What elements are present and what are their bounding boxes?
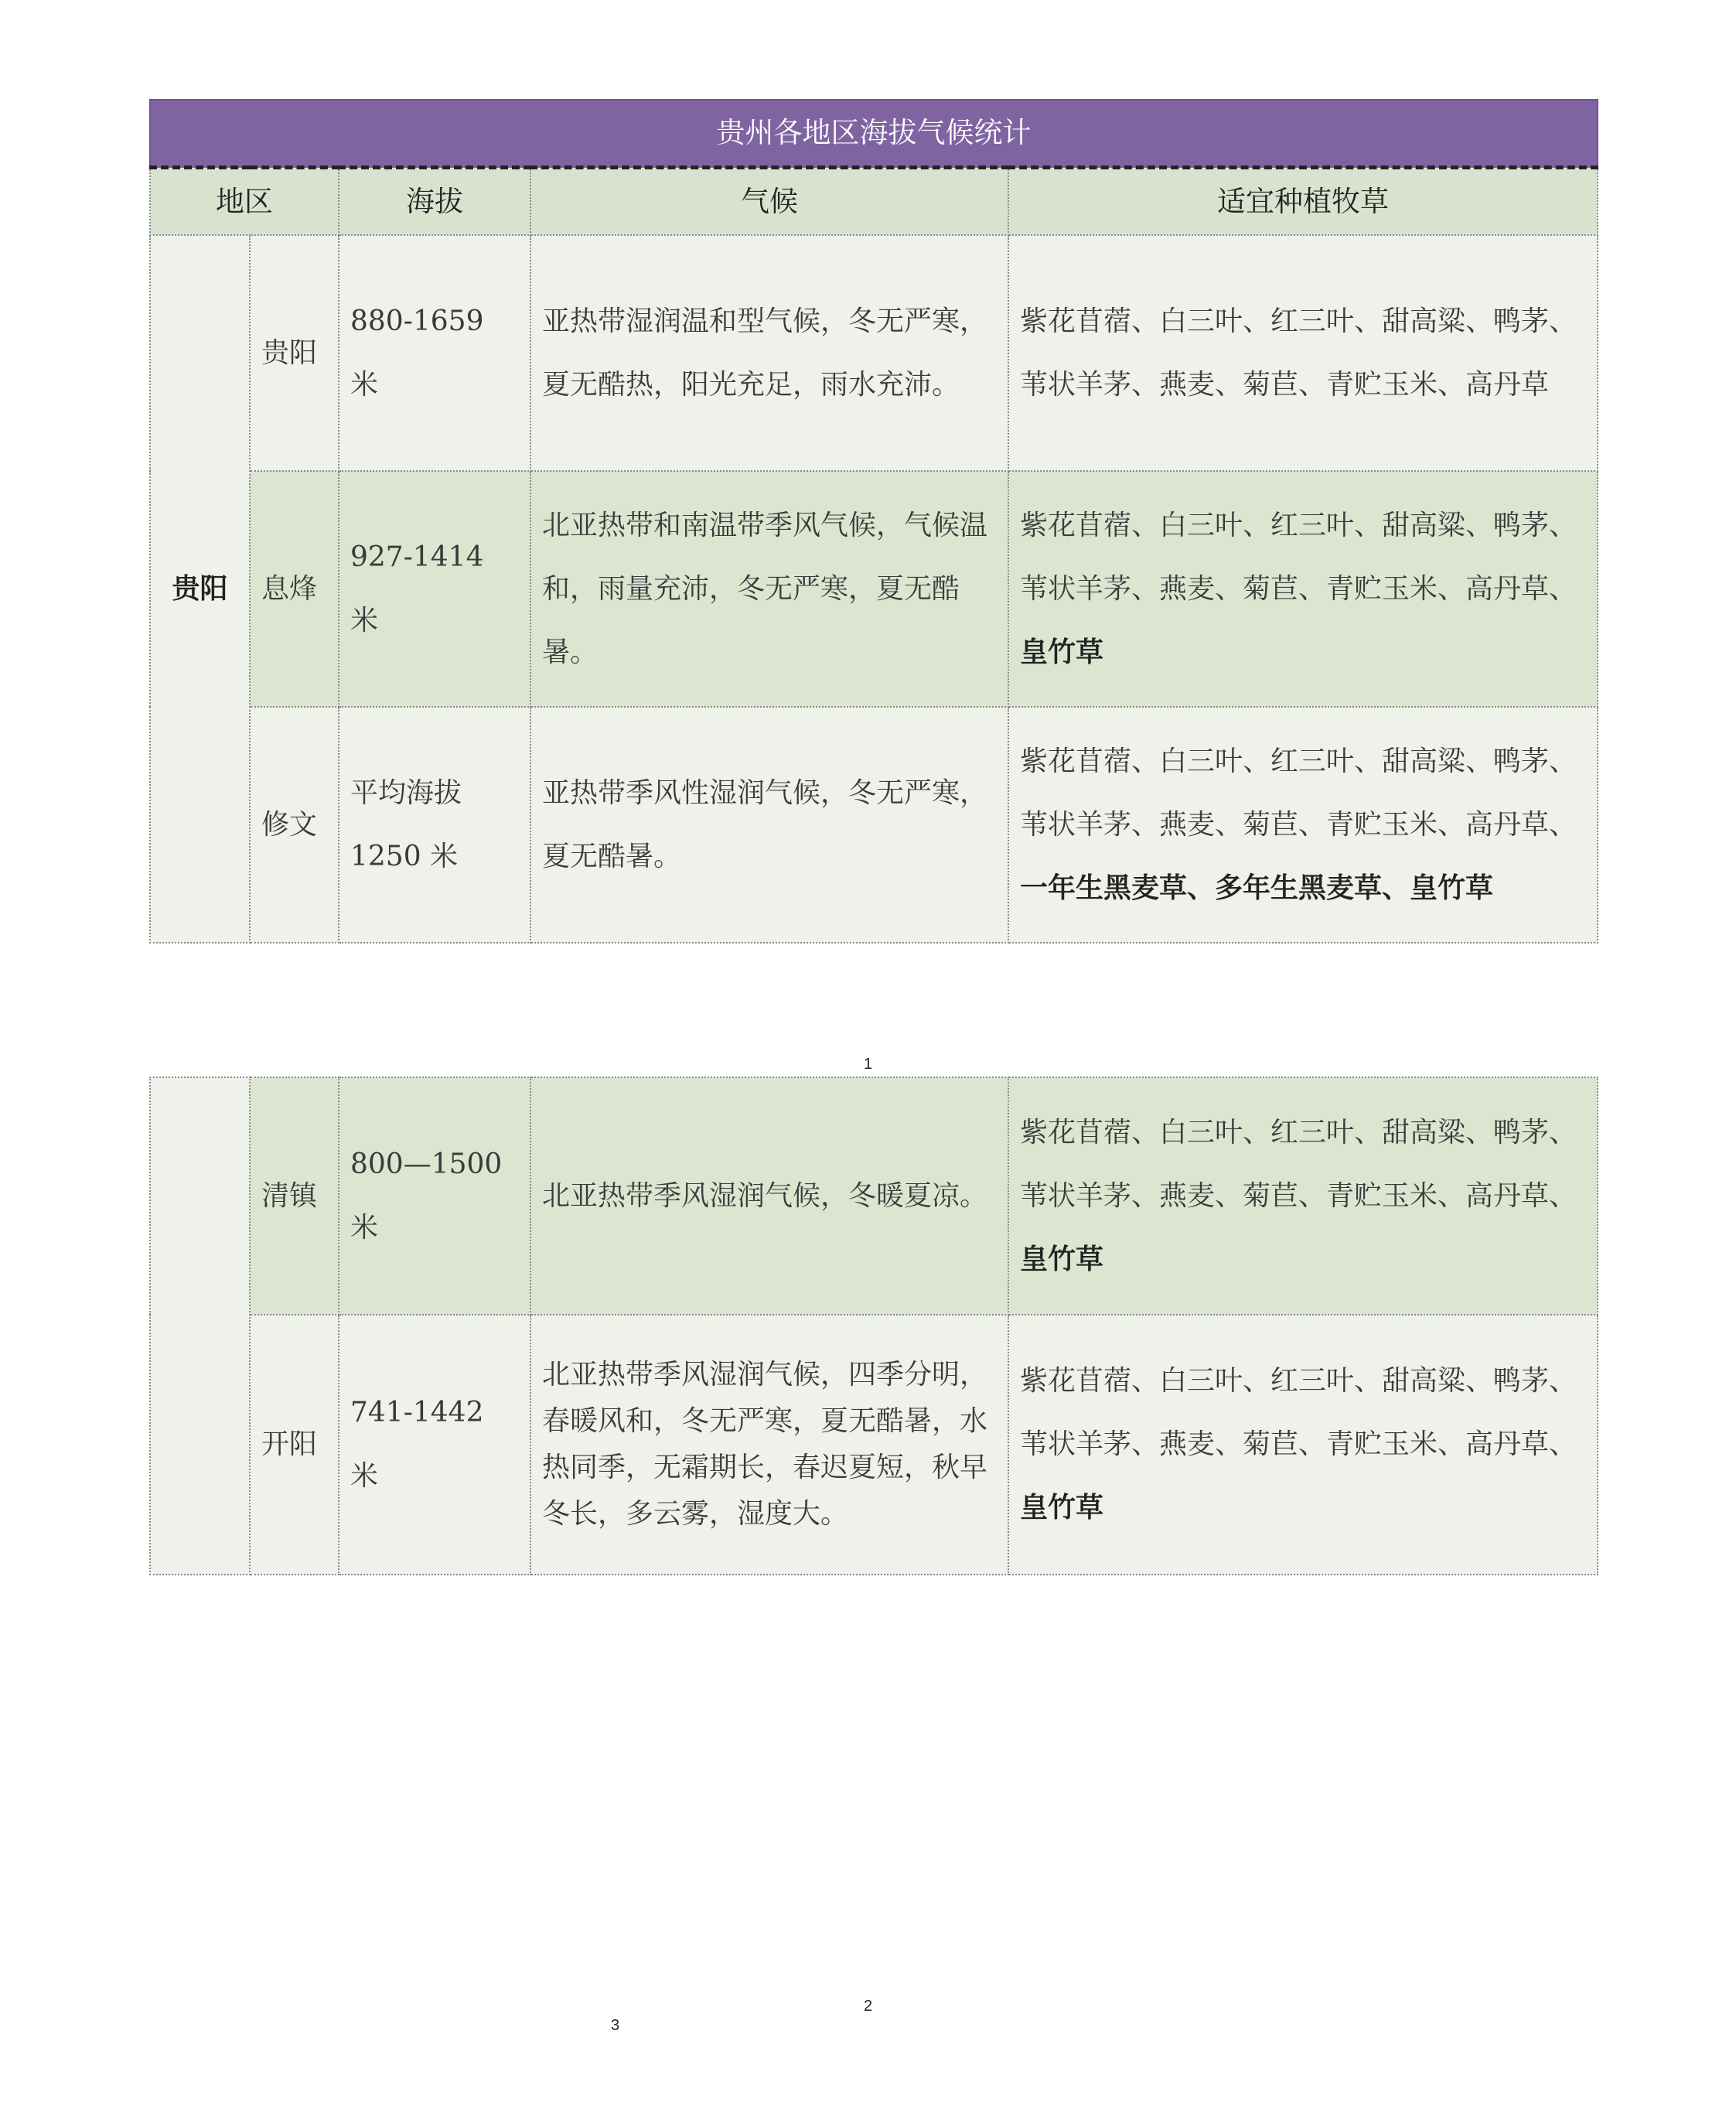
header-region: 地区	[150, 168, 339, 236]
grass-bold: 皇竹草	[1020, 1243, 1104, 1275]
grass-bold: 皇竹草	[1020, 1492, 1104, 1524]
table-row	[150, 235, 1598, 471]
area-cell: 清镇	[250, 1077, 339, 1315]
area-cell: 修文	[250, 707, 339, 943]
header-grass: 适宜种植牧草	[1008, 168, 1598, 236]
climate-table-page1	[149, 99, 1598, 944]
grass-cell	[1008, 1077, 1598, 1315]
altitude-cell: 741-1442 米	[339, 1315, 530, 1575]
altitude-line: 1250 米	[350, 840, 459, 872]
table-row	[150, 707, 1598, 943]
grass-cell	[1008, 471, 1598, 707]
climate-table-page2	[149, 1077, 1598, 1575]
area-cell: 息烽	[250, 471, 339, 707]
climate-cell: 亚热带湿润温和型气候，冬无严寒，夏无酷热，阳光充足，雨水充沛。	[530, 235, 1008, 471]
grass-normal: 紫花苜蓿、白三叶、红三叶、甜高粱、鸭茅、苇状羊茅、燕麦、菊苣、青贮玉米、高丹草	[1020, 305, 1577, 401]
grass-normal: 紫花苜蓿、白三叶、红三叶、甜高粱、鸭茅、苇状羊茅、燕麦、菊苣、青贮玉米、高丹草、	[1020, 1365, 1577, 1460]
table-row	[150, 1077, 1598, 1315]
table-title: 贵州各地区海拔气候统计	[150, 100, 1598, 168]
page-number: 1	[864, 1056, 873, 1073]
table-row	[150, 471, 1598, 707]
page-number: 3	[611, 2017, 620, 2034]
grass-cell	[1008, 707, 1598, 943]
grass-bold: 皇竹草	[1020, 636, 1104, 668]
altitude-line: 平均海拔	[350, 776, 462, 809]
grass-bold: 一年生黑麦草、多年生黑麦草、皇竹草	[1020, 872, 1494, 904]
climate-cell: 亚热带季风性湿润气候，冬无严寒，夏无酷暑。	[530, 707, 1008, 943]
climate-cell: 北亚热带季风湿润气候，四季分明，春暖风和，冬无严寒，夏无酷暑，水热同季，无霜期长，春迟夏短，秋早冬长，多云雾，湿度大。	[530, 1315, 1008, 1575]
altitude-cell: 800—1500 米	[339, 1077, 530, 1315]
grass-normal: 紫花苜蓿、白三叶、红三叶、甜高粱、鸭茅、苇状羊茅、燕麦、菊苣、青贮玉米、高丹草、	[1020, 1116, 1577, 1212]
header-altitude: 海拔	[339, 168, 530, 236]
header-climate: 气候	[530, 168, 1008, 236]
page-number: 2	[864, 1998, 873, 2015]
grass-normal: 紫花苜蓿、白三叶、红三叶、甜高粱、鸭茅、苇状羊茅、燕麦、菊苣、青贮玉米、高丹草、	[1020, 745, 1577, 841]
altitude-cell: 880-1659 米	[339, 235, 530, 471]
altitude-cell: 927-1414 米	[339, 471, 530, 707]
region-cell: 贵阳	[150, 235, 250, 943]
area-cell: 开阳	[250, 1315, 339, 1575]
climate-cell: 北亚热带季风湿润气候，冬暖夏凉。	[530, 1077, 1008, 1315]
altitude-cell	[339, 707, 530, 943]
grass-cell	[1008, 235, 1598, 471]
table-row	[150, 1315, 1598, 1575]
region-cell-continued	[150, 1077, 250, 1575]
grass-cell	[1008, 1315, 1598, 1575]
area-cell: 贵阳	[250, 235, 339, 471]
grass-normal: 紫花苜蓿、白三叶、红三叶、甜高粱、鸭茅、苇状羊茅、燕麦、菊苣、青贮玉米、高丹草、	[1020, 509, 1577, 605]
climate-cell: 北亚热带和南温带季风气候，气候温和，雨量充沛，冬无严寒，夏无酷暑。	[530, 471, 1008, 707]
